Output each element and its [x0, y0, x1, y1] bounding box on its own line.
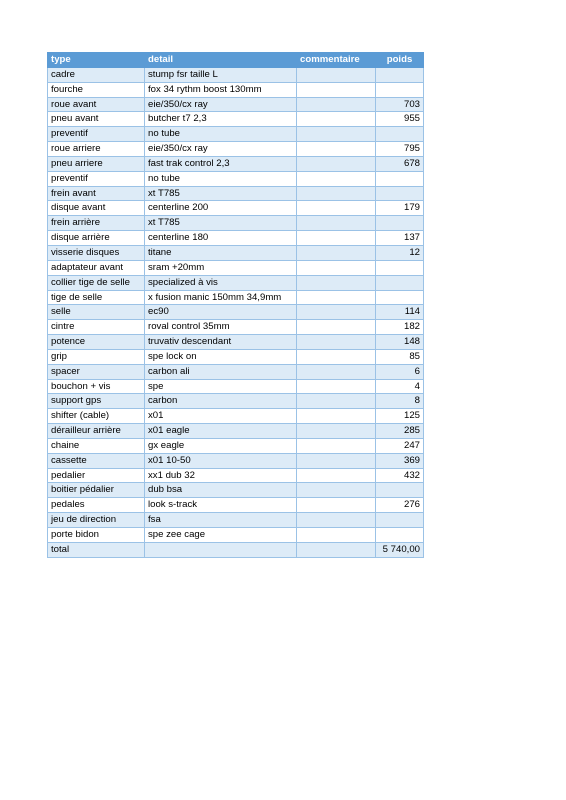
cell-commentaire — [297, 156, 376, 171]
cell-type: pneu arriere — [48, 156, 145, 171]
cell-commentaire — [297, 379, 376, 394]
table-row — [48, 483, 424, 498]
table-row — [48, 290, 424, 305]
cell-detail: gx eagle — [145, 438, 297, 453]
total-row — [48, 542, 424, 557]
cell-type: bouchon + vis — [48, 379, 145, 394]
table-row — [48, 513, 424, 528]
cell-commentaire — [297, 245, 376, 260]
cell-poids — [376, 483, 424, 498]
cell-commentaire — [297, 424, 376, 439]
cell-type: preventif — [48, 127, 145, 142]
table-row — [48, 142, 424, 157]
cell-poids: 148 — [376, 335, 424, 350]
cell-detail: spe — [145, 379, 297, 394]
cell-commentaire — [297, 453, 376, 468]
table-row — [48, 216, 424, 231]
cell-type: disque arrière — [48, 231, 145, 246]
cell-detail: x01 10-50 — [145, 453, 297, 468]
cell-detail: centerline 180 — [145, 231, 297, 246]
cell-detail: xx1 dub 32 — [145, 468, 297, 483]
table-row — [48, 424, 424, 439]
cell-type: cadre — [48, 67, 145, 82]
cell-commentaire — [297, 275, 376, 290]
cell-commentaire — [297, 498, 376, 513]
cell-detail: eie/350/cx ray — [145, 97, 297, 112]
cell-poids — [376, 260, 424, 275]
cell-commentaire — [297, 335, 376, 350]
table-row — [48, 305, 424, 320]
cell-commentaire — [297, 528, 376, 543]
cell-commentaire — [297, 513, 376, 528]
cell-detail: carbon ali — [145, 364, 297, 379]
cell-poids — [376, 67, 424, 82]
cell-poids: 182 — [376, 320, 424, 335]
cell-detail: fox 34 rythm boost 130mm — [145, 82, 297, 97]
cell-detail: carbon — [145, 394, 297, 409]
cell-commentaire — [297, 394, 376, 409]
cell-commentaire — [297, 171, 376, 186]
table-row — [48, 156, 424, 171]
table-row — [48, 82, 424, 97]
cell-commentaire — [297, 216, 376, 231]
table-row — [48, 498, 424, 513]
bike-parts-table — [47, 52, 424, 558]
cell-poids — [376, 186, 424, 201]
cell-detail: specialized à vis — [145, 275, 297, 290]
cell-commentaire — [297, 349, 376, 364]
cell-poids: 179 — [376, 201, 424, 216]
cell-poids: 5 740,00 — [376, 542, 424, 557]
cell-commentaire — [297, 97, 376, 112]
cell-detail: xt T785 — [145, 186, 297, 201]
table-row — [48, 379, 424, 394]
cell-type: frein avant — [48, 186, 145, 201]
table-row — [48, 438, 424, 453]
cell-commentaire — [297, 127, 376, 142]
cell-poids: 114 — [376, 305, 424, 320]
cell-detail: ec90 — [145, 305, 297, 320]
cell-detail: dub bsa — [145, 483, 297, 498]
cell-commentaire — [297, 231, 376, 246]
cell-poids: 432 — [376, 468, 424, 483]
cell-type: roue arriere — [48, 142, 145, 157]
cell-poids: 276 — [376, 498, 424, 513]
cell-detail: x01 — [145, 409, 297, 424]
cell-commentaire — [297, 260, 376, 275]
cell-type: shifter (cable) — [48, 409, 145, 424]
cell-type: tige de selle — [48, 290, 145, 305]
cell-type: pneu avant — [48, 112, 145, 127]
header-type: type — [48, 53, 145, 68]
cell-poids: 955 — [376, 112, 424, 127]
cell-type: dérailleur arrière — [48, 424, 145, 439]
header-poids: poids — [376, 53, 424, 68]
cell-poids: 4 — [376, 379, 424, 394]
table-row — [48, 67, 424, 82]
cell-detail: look s-track — [145, 498, 297, 513]
table-row — [48, 468, 424, 483]
table-row — [48, 186, 424, 201]
table-row — [48, 364, 424, 379]
cell-commentaire — [297, 320, 376, 335]
cell-poids — [376, 127, 424, 142]
cell-detail: eie/350/cx ray — [145, 142, 297, 157]
cell-detail: xt T785 — [145, 216, 297, 231]
cell-detail: x fusion manic 150mm 34,9mm — [145, 290, 297, 305]
cell-type: disque avant — [48, 201, 145, 216]
cell-detail: fast trak control 2,3 — [145, 156, 297, 171]
cell-type: porte bidon — [48, 528, 145, 543]
cell-detail: spe zee cage — [145, 528, 297, 543]
cell-poids: 369 — [376, 453, 424, 468]
table-row — [48, 260, 424, 275]
table-row — [48, 349, 424, 364]
cell-commentaire — [297, 186, 376, 201]
table-row — [48, 127, 424, 142]
cell-type: fourche — [48, 82, 145, 97]
cell-detail — [145, 542, 297, 557]
cell-commentaire — [297, 201, 376, 216]
cell-type: adaptateur avant — [48, 260, 145, 275]
cell-commentaire — [297, 82, 376, 97]
cell-commentaire — [297, 542, 376, 557]
cell-poids — [376, 513, 424, 528]
cell-commentaire — [297, 483, 376, 498]
cell-poids — [376, 82, 424, 97]
table-row — [48, 112, 424, 127]
cell-commentaire — [297, 67, 376, 82]
table-row — [48, 97, 424, 112]
table-row — [48, 394, 424, 409]
cell-type: cassette — [48, 453, 145, 468]
table-header-row — [48, 53, 424, 68]
cell-type: total — [48, 542, 145, 557]
cell-type: jeu de direction — [48, 513, 145, 528]
cell-type: pedalier — [48, 468, 145, 483]
cell-poids: 137 — [376, 231, 424, 246]
cell-detail: truvativ descendant — [145, 335, 297, 350]
cell-detail: spe lock on — [145, 349, 297, 364]
cell-type: visserie disques — [48, 245, 145, 260]
cell-detail: roval control 35mm — [145, 320, 297, 335]
cell-type: selle — [48, 305, 145, 320]
cell-type: frein arrière — [48, 216, 145, 231]
cell-detail: stump fsr taille L — [145, 67, 297, 82]
cell-detail: sram +20mm — [145, 260, 297, 275]
cell-poids — [376, 216, 424, 231]
cell-poids: 12 — [376, 245, 424, 260]
table-row — [48, 528, 424, 543]
cell-commentaire — [297, 142, 376, 157]
cell-poids: 795 — [376, 142, 424, 157]
cell-commentaire — [297, 409, 376, 424]
cell-detail: no tube — [145, 171, 297, 186]
table-row — [48, 201, 424, 216]
cell-poids — [376, 171, 424, 186]
cell-type: preventif — [48, 171, 145, 186]
table-row — [48, 320, 424, 335]
cell-detail: centerline 200 — [145, 201, 297, 216]
table-row — [48, 335, 424, 350]
cell-type: boitier pédalier — [48, 483, 145, 498]
header-commentaire: commentaire — [297, 53, 376, 68]
table-row — [48, 231, 424, 246]
cell-commentaire — [297, 468, 376, 483]
cell-poids: 8 — [376, 394, 424, 409]
cell-poids: 703 — [376, 97, 424, 112]
cell-detail: no tube — [145, 127, 297, 142]
cell-poids — [376, 528, 424, 543]
cell-poids — [376, 290, 424, 305]
table-row — [48, 245, 424, 260]
cell-type: grip — [48, 349, 145, 364]
cell-type: support gps — [48, 394, 145, 409]
cell-type: chaine — [48, 438, 145, 453]
header-detail: detail — [145, 53, 297, 68]
cell-commentaire — [297, 290, 376, 305]
cell-type: pedales — [48, 498, 145, 513]
cell-commentaire — [297, 364, 376, 379]
cell-detail: butcher t7 2,3 — [145, 112, 297, 127]
cell-poids: 125 — [376, 409, 424, 424]
cell-type: spacer — [48, 364, 145, 379]
cell-type: potence — [48, 335, 145, 350]
cell-detail: x01 eagle — [145, 424, 297, 439]
cell-type: roue avant — [48, 97, 145, 112]
cell-detail: fsa — [145, 513, 297, 528]
cell-poids: 247 — [376, 438, 424, 453]
table-row — [48, 453, 424, 468]
cell-poids — [376, 275, 424, 290]
cell-poids: 678 — [376, 156, 424, 171]
cell-detail: titane — [145, 245, 297, 260]
table-row — [48, 409, 424, 424]
cell-commentaire — [297, 112, 376, 127]
cell-type: cintre — [48, 320, 145, 335]
cell-commentaire — [297, 438, 376, 453]
cell-type: collier tige de selle — [48, 275, 145, 290]
table-row — [48, 275, 424, 290]
cell-commentaire — [297, 305, 376, 320]
table-row — [48, 171, 424, 186]
cell-poids: 285 — [376, 424, 424, 439]
cell-poids: 6 — [376, 364, 424, 379]
cell-poids: 85 — [376, 349, 424, 364]
